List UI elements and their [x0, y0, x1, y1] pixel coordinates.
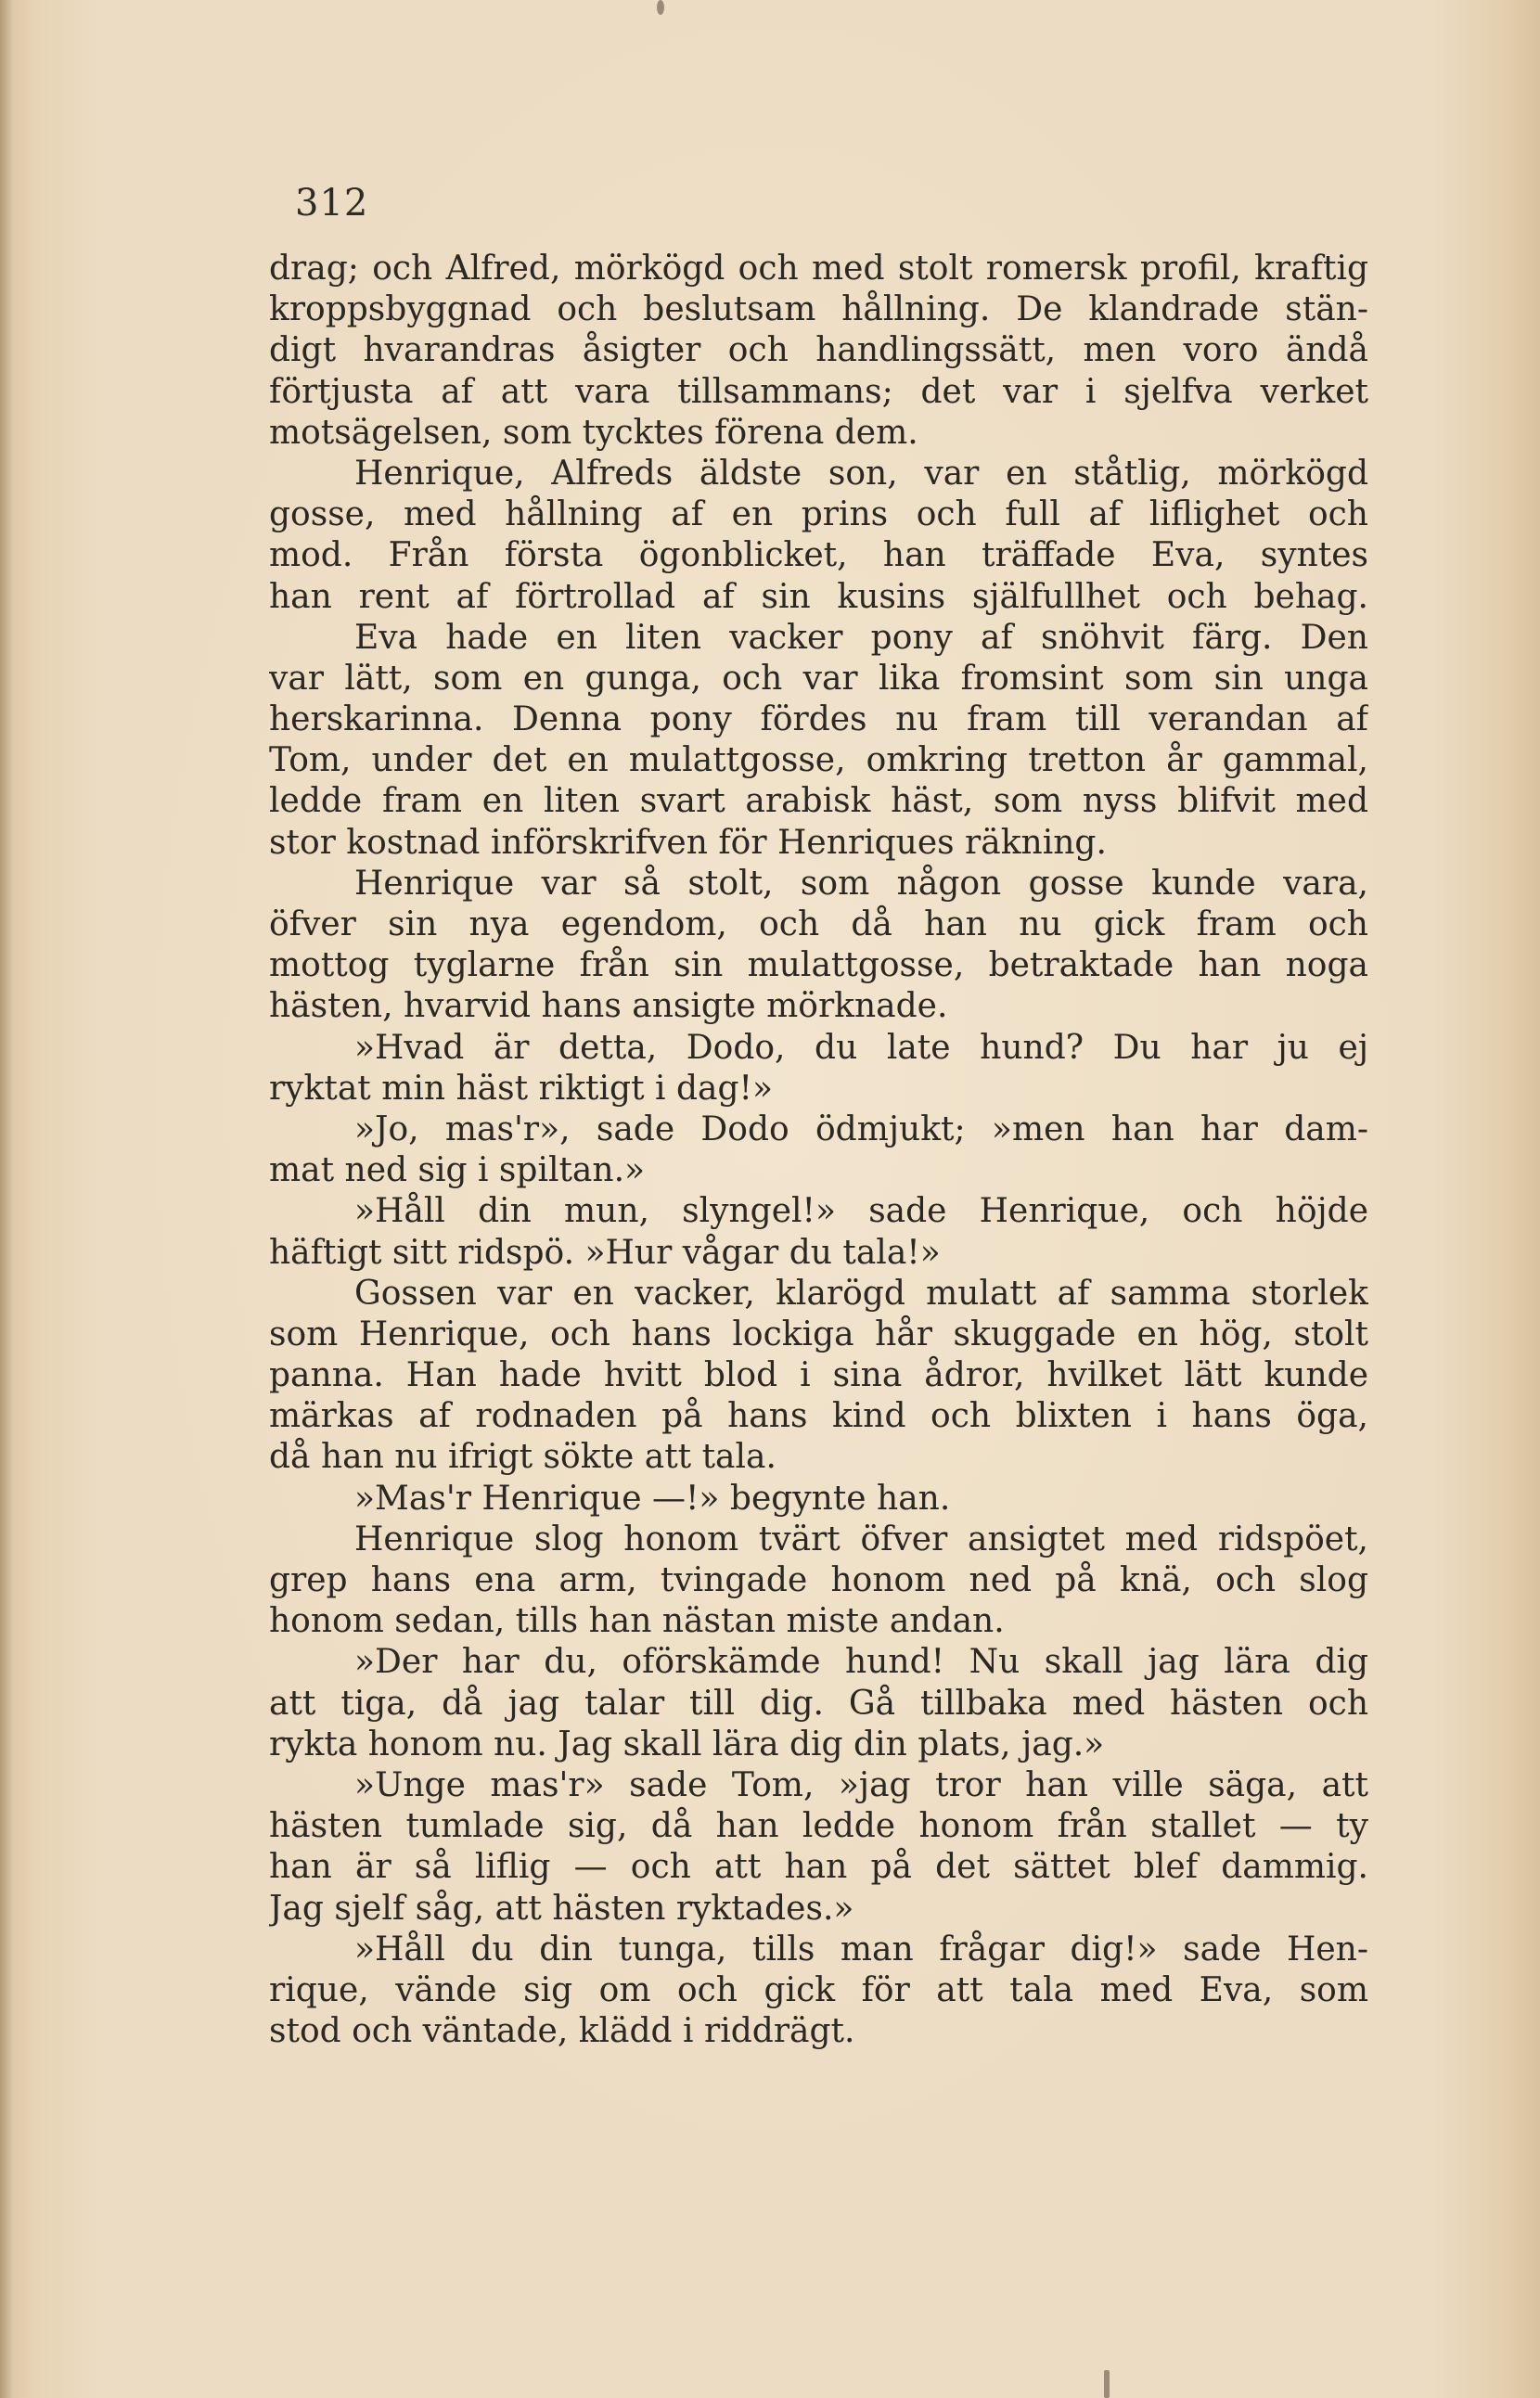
- text-line: honom sedan, tills han nästan miste andan.: [269, 1602, 1005, 1641]
- page-number: 312: [295, 182, 369, 224]
- text-line: »Hvad är detta, Dodo, du late hund? Du har ju ej: [354, 1028, 1368, 1067]
- text-line: kroppsbyggnad och beslutsam hållning. De klandrade stän-: [269, 290, 1368, 329]
- text-line: Eva hade en liten vacker pony af snöhvit färg. Den: [354, 618, 1368, 657]
- text-line: ryktat min häst riktigt i dag!»: [269, 1069, 773, 1108]
- text-line: mottog tyglarne från sin mulattgosse, betraktade han noga: [269, 946, 1368, 985]
- text-line: då han nu ifrigt sökte att tala.: [269, 1438, 776, 1477]
- text-line: motsägelsen, som tycktes förena dem.: [269, 413, 918, 452]
- text-line: Henrique, Alfreds äldste son, var en ståtlig, mörkögd: [354, 454, 1368, 493]
- text-line: förtjusta af att vara tillsammans; det var i sjelfva verket: [269, 372, 1368, 411]
- text-line: Gossen var en vacker, klarögd mulatt af samma storlek: [354, 1274, 1368, 1313]
- text-line: »Jo, mas'r», sade Dodo ödmjukt; »men han har dam-: [354, 1109, 1368, 1148]
- text-line: »Der har du, oförskämde hund! Nu skall jag lära dig: [354, 1643, 1368, 1682]
- paper-speck: [1104, 2370, 1110, 2398]
- text-line: märkas af rodnaden på hans kind och blixten i hans öga,: [269, 1397, 1368, 1436]
- text-line: Tom, under det en mulattgosse, omkring tretton år gammal,: [269, 741, 1368, 780]
- text-line: Jag sjelf såg, att hästen ryktades.»: [269, 1889, 854, 1928]
- text-line: Henrique var så stolt, som någon gosse kunde vara,: [354, 864, 1368, 903]
- text-line: herskarinna. Denna pony fördes nu fram till verandan af: [269, 700, 1368, 739]
- text-line: han är så liflig — och att han på det sättet blef dammig.: [269, 1848, 1368, 1887]
- text-line: drag; och Alfred, mörkögd och med stolt romersk profil, kraftig: [269, 250, 1368, 288]
- text-line: ledde fram en liten svart arabisk häst, som nyss blifvit med: [269, 782, 1368, 821]
- paper-speck: [657, 0, 664, 15]
- text-line: rykta honom nu. Jag skall lära dig din plats, jag.»: [269, 1725, 1105, 1763]
- text-line: grep hans ena arm, tvingade honom ned på knä, och slog: [269, 1561, 1368, 1599]
- text-line: hästen, hvarvid hans ansigte mörknade.: [269, 987, 948, 1026]
- text-line: rique, vände sig om och gick för att tala med Eva, som: [269, 1970, 1368, 2009]
- text-line: att tiga, då jag talar till dig. Gå tillbaka med hästen och: [269, 1684, 1368, 1723]
- text-line: öfver sin nya egendom, och då han nu gick fram och: [269, 905, 1368, 943]
- text-line: digt hvarandras åsigter och handlingssätt, men voro ändå: [269, 331, 1368, 370]
- page-edge-shadow: [0, 0, 13, 2398]
- text-line: som Henrique, och hans lockiga hår skuggade en hög, stolt: [269, 1314, 1368, 1353]
- text-line: hästen tumlade sig, då han ledde honom från stallet — ty: [269, 1807, 1368, 1846]
- text-line: mat ned sig i spiltan.»: [269, 1151, 646, 1190]
- text-line: häftigt sitt ridspö. »Hur vågar du tala!»: [269, 1233, 941, 1272]
- text-line: stod och väntade, klädd i riddrägt.: [269, 2012, 855, 2051]
- text-line: panna. Han hade hvitt blod i sina ådror, hvilket lätt kunde: [269, 1356, 1368, 1395]
- body-text: [269, 249, 1368, 2052]
- text-line: mod. Från första ögonblicket, han träffade Eva, syntes: [269, 536, 1368, 575]
- text-line: Henrique slog honom tvärt öfver ansigtet med ridspöet,: [354, 1520, 1368, 1558]
- text-line: »Håll du din tunga, tills man frågar dig!» sade Hen-: [354, 1930, 1368, 1968]
- text-line: var lätt, som en gunga, och var lika fromsint som sin unga: [269, 659, 1368, 698]
- text-line: »Unge mas'r» sade Tom, »jag tror han ville säga, att: [354, 1765, 1368, 1804]
- text-line: gosse, med hållning af en prins och full af liflighet och: [269, 495, 1368, 534]
- text-line: stor kostnad införskrifven för Henriques räkning.: [269, 823, 1107, 862]
- text-line: han rent af förtrollad af sin kusins själfullhet och behag.: [269, 577, 1368, 616]
- text-line: »Håll din mun, slyngel!» sade Henrique, och höjde: [354, 1192, 1368, 1231]
- text-line: »Mas'r Henrique —!» begynte han.: [354, 1479, 951, 1518]
